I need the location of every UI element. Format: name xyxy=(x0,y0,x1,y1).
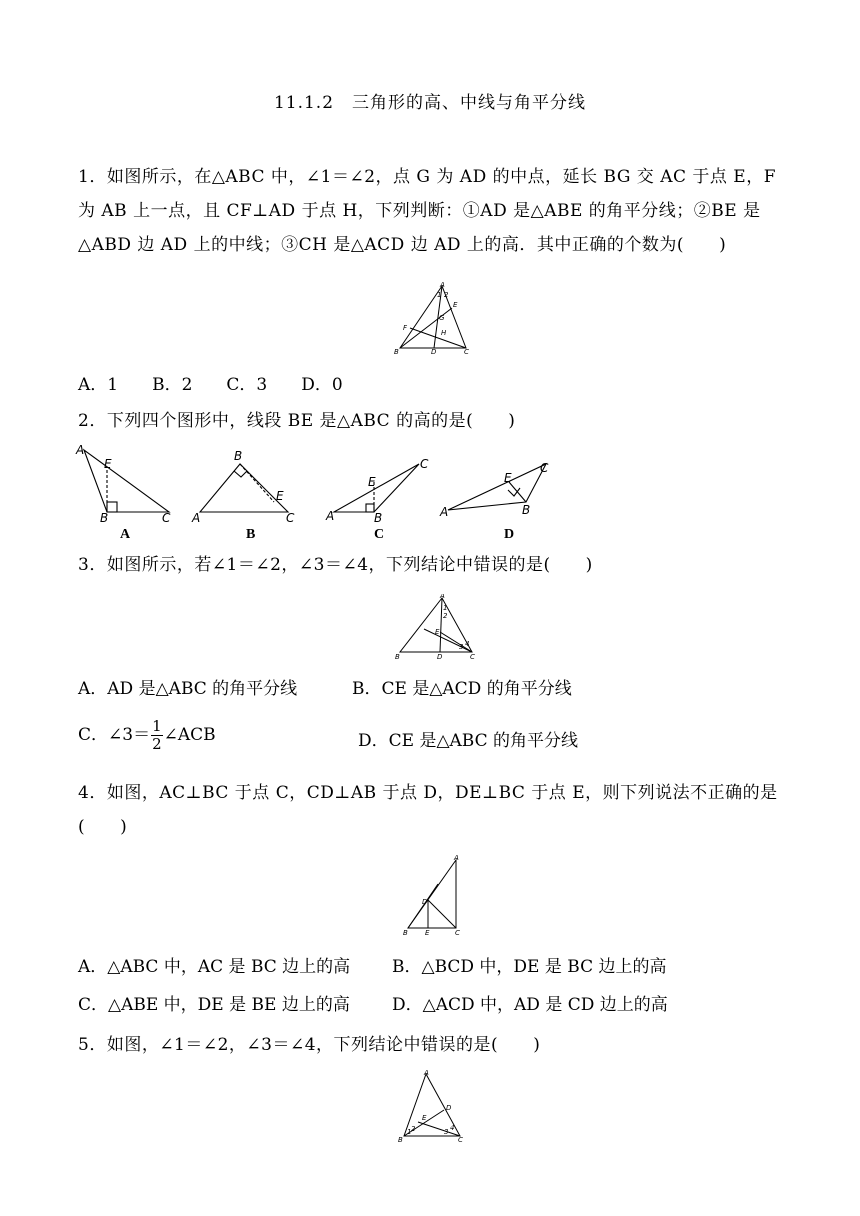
question-1-options: A．1 B．2 C．3 D．0 xyxy=(78,375,343,395)
figure-caption-b: B xyxy=(246,527,256,542)
svg-text:2: 2 xyxy=(443,612,448,620)
svg-text:A: A xyxy=(76,443,85,457)
question-4-figure xyxy=(402,854,464,938)
question-3-option-c xyxy=(78,718,216,753)
question-1-text: 1．如图所示，在△ABC 中，∠1＝∠2，点 G 为 AD 的中点，延长 BG 交 AC 于点 E，F 为 AB 上一点，且 CF⊥AD 于点 H，下列判断：①AD 是△ABE 的角平分线；②BE 是△ABD 边 AD 上的中线；③CH 是△ACD 边 AD 上的高．其中正确的个数为( ) xyxy=(78,167,777,255)
svg-text:A: A xyxy=(440,282,445,289)
svg-text:E: E xyxy=(504,471,512,485)
question-3-option-a: A．AD 是△ABC 的角平分线 xyxy=(78,679,298,699)
svg-text:B: B xyxy=(522,503,531,517)
fraction-one-half: $\frac{1}{2}$ xyxy=(152,717,162,753)
svg-text:A: A xyxy=(424,1070,429,1077)
svg-text:2: 2 xyxy=(444,291,449,299)
svg-text:B: B xyxy=(100,511,109,525)
svg-text:E: E xyxy=(435,628,440,636)
svg-text:3: 3 xyxy=(444,1128,449,1136)
svg-text:A: A xyxy=(192,511,201,525)
svg-text:C: C xyxy=(286,511,295,525)
question-3-option-c-suffix: ∠ACB xyxy=(163,725,216,745)
svg-text:4: 4 xyxy=(450,1124,455,1132)
svg-text:D: D xyxy=(422,898,428,906)
question-4-text: 4．如图，AC⊥BC 于点 C，CD⊥AB 于点 D，DE⊥BC 于点 E，则下列说法不正确的是( ) xyxy=(78,783,778,837)
question-3-option-b: B．CE 是△ACD 的角平分线 xyxy=(352,679,572,699)
svg-text:E: E xyxy=(453,301,458,309)
question-5-figure xyxy=(394,1070,470,1144)
svg-text:C: C xyxy=(162,511,171,525)
question-3-option-c-prefix: C．∠3＝ xyxy=(78,725,151,745)
question-2-text: 2．下列四个图形中，线段 BE 是△ABC 的高的是( ) xyxy=(78,411,516,431)
svg-text:F: F xyxy=(403,324,408,332)
question-3-text: 3．如图所示，若∠1＝∠2，∠3＝∠4，下列结论中错误的是( ) xyxy=(78,555,593,575)
question-3-figure xyxy=(394,594,476,660)
question-4-option-d: D．△ACD 中，AD 是 CD 边上的高 xyxy=(392,995,668,1015)
question-4-option-b: B．△BCD 中，DE 是 BC 边上的高 xyxy=(392,957,667,977)
svg-text:B: B xyxy=(394,348,399,354)
question-4-option-a: A．△ABC 中，AC 是 BC 边上的高 xyxy=(78,957,351,977)
svg-text:B: B xyxy=(374,511,383,525)
svg-text:1: 1 xyxy=(437,291,442,299)
svg-text:H: H xyxy=(441,329,447,337)
svg-text:E: E xyxy=(104,457,112,471)
svg-text:E: E xyxy=(422,1114,427,1122)
svg-text:E: E xyxy=(276,489,284,503)
svg-text:D: D xyxy=(446,1104,452,1112)
svg-text:E: E xyxy=(368,475,376,489)
svg-text:G: G xyxy=(439,314,445,322)
figure-caption-c: C xyxy=(374,527,385,542)
svg-text:3: 3 xyxy=(459,643,464,651)
svg-text:A: A xyxy=(440,594,445,600)
svg-text:C: C xyxy=(420,457,429,471)
question-3-option-d: D．CE 是△ABC 的角平分线 xyxy=(358,731,579,751)
question-2-figures xyxy=(74,440,560,542)
page-title: 11.1.2 三角形的高、中线与角平分线 xyxy=(273,93,587,113)
svg-text:D: D xyxy=(431,348,437,354)
svg-text:4: 4 xyxy=(465,640,470,648)
svg-text:C: C xyxy=(540,461,549,475)
question-1-figure xyxy=(390,282,476,354)
question-5-text: 5．如图，∠1＝∠2，∠3＝∠4，下列结论中错误的是( ) xyxy=(78,1035,541,1055)
svg-text:B: B xyxy=(234,449,243,463)
svg-text:C: C xyxy=(458,1136,463,1144)
svg-text:A: A xyxy=(326,509,335,523)
svg-text:1: 1 xyxy=(443,604,448,612)
question-4-option-c: C．△ABE 中，DE 是 BE 边上的高 xyxy=(78,995,350,1015)
svg-text:E: E xyxy=(425,929,430,937)
figure-caption-d: D xyxy=(504,527,515,542)
svg-text:D: D xyxy=(437,653,443,660)
svg-text:C: C xyxy=(470,653,475,660)
svg-text:2: 2 xyxy=(411,1125,416,1133)
svg-text:B: B xyxy=(395,653,400,660)
svg-text:C: C xyxy=(464,348,469,354)
svg-text:C: C xyxy=(455,929,460,937)
svg-text:1: 1 xyxy=(407,1128,412,1136)
svg-text:B: B xyxy=(398,1136,403,1144)
svg-text:A: A xyxy=(454,854,459,862)
figure-caption-a: A xyxy=(120,527,131,542)
svg-text:A: A xyxy=(440,505,449,519)
svg-text:B: B xyxy=(403,929,408,937)
